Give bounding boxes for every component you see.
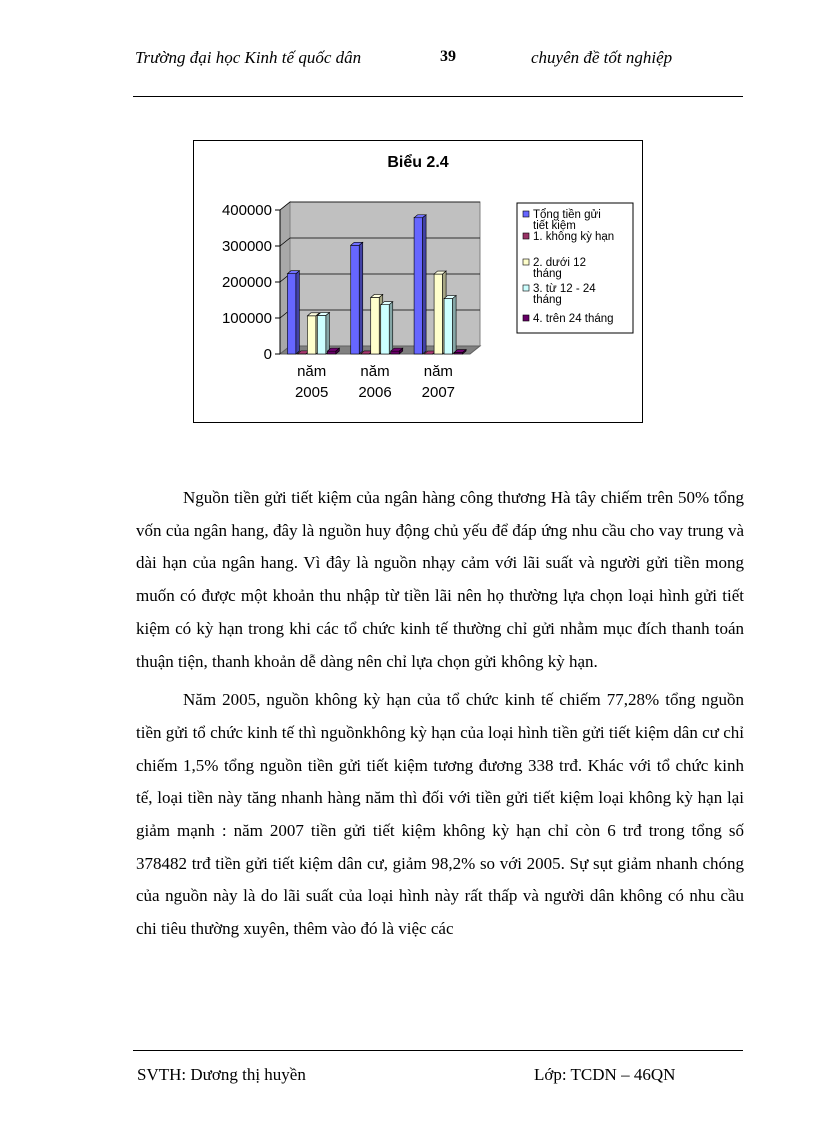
- y-tick-label: 100000: [221, 310, 272, 327]
- bar-front: [351, 245, 360, 354]
- legend-swatch: [523, 315, 529, 321]
- student-name: SVTH: Dương thị huyền: [137, 1065, 306, 1084]
- bar-front: [381, 305, 390, 354]
- header-divider: [133, 96, 743, 97]
- bar-front: [444, 299, 453, 354]
- chart-title: Biểu 2.4: [387, 154, 449, 171]
- x-tick-label: năm: [423, 363, 453, 380]
- x-tick-label: 2006: [358, 384, 392, 401]
- legend-swatch: [523, 211, 529, 217]
- legend-label: Tổng tiền gửi tiết kiệm: [533, 209, 601, 232]
- bar-side: [423, 215, 427, 354]
- y-tick-label: 300000: [221, 238, 272, 255]
- bar-chart: [194, 141, 642, 422]
- chart-frame: [193, 140, 643, 423]
- class-name: Lớp: TCDN – 46QN: [534, 1065, 676, 1084]
- legend-swatch: [523, 233, 529, 239]
- bar-side: [359, 242, 363, 354]
- legend-swatch: [523, 285, 529, 291]
- bar-front: [307, 316, 316, 354]
- x-tick-label: 2005: [294, 384, 329, 401]
- legend-label: 1. không kỳ hạn: [533, 231, 615, 243]
- x-tick-label: năm: [360, 363, 390, 380]
- y-tick-label: 0: [263, 346, 272, 363]
- x-tick-label: năm: [297, 363, 327, 380]
- bar-front: [287, 274, 296, 354]
- y-tick-label: 200000: [221, 274, 272, 291]
- legend-swatch: [523, 259, 529, 265]
- footer-divider: [133, 1050, 743, 1051]
- bar-side: [296, 271, 300, 354]
- legend-label: 4. trên 24 tháng: [533, 313, 614, 325]
- bar-front: [317, 315, 326, 354]
- bar-front: [327, 351, 336, 354]
- body-text: [136, 482, 744, 946]
- document-topic: chuyên đề tốt nghiệp: [531, 48, 673, 67]
- page-header: [135, 48, 743, 74]
- bar-front: [371, 297, 380, 354]
- paragraph-2: Năm 2005, nguồn không kỳ hạn của tổ chức kinh tế chiếm 77,28% tổng nguồn tiền gửi tổ chức kinh tế thì nguồnkhông kỳ hạn của loại hình tiền gửi tiết kiệm dân cư chỉ chiếm 1,5% tổng nguồn tiền gửi tiết kiệm tương đương 338 trđ. Khác với tổ chức kinh tế, loại tiền này tăng nhanh hàng năm thì đối với tiền gửi tiết kiệm loại không kỳ hạn lại giảm mạnh : năm 2007 tiền gửi tiết kiệm không kỳ hạn chỉ còn 6 trđ trong tổng số 378482 trđ tiền gửi tiết kiệm dân cư, giảm 98,2% so với 2005. Sự sụt giảm nhanh chóng của nguồn này là do lãi suất của loại hình này rất thấp và người dân không có nhu cầu chi tiêu thường xuyên, thêm vào đó là việc các: [136, 690, 744, 939]
- bar-side: [326, 312, 330, 354]
- page-number: 39: [440, 48, 456, 65]
- y-tick-label: 400000: [221, 202, 272, 219]
- school-name: Trường đại học Kinh tế quốc dân: [135, 48, 362, 67]
- bar-front: [391, 351, 400, 354]
- bar-side: [453, 296, 457, 354]
- paragraph-1: Nguồn tiền gửi tiết kiệm của ngân hàng công thương Hà tây chiếm trên 50% tổng vốn của ngân hang, đây là nguồn huy động chủ yếu để đáp ứng nhu cầu cho vay trung và dài hạn của ngân hang. Vì đây là nguồn nhạy cảm với lãi suất và người gửi tiền mong muốn có được một khoản thu nhập từ tiền lãi nên họ thường lựa chọn loại hình gửi tiết kiệm có kỳ hạn trong khi các tổ chức kinh tế thường chỉ gửi nhằm mục đích thanh toán thuận tiện, thanh khoản dễ dàng nên chỉ lựa chọn gửi không kỳ hạn.: [136, 488, 744, 671]
- legend-label: 3. từ 12 - 24 tháng: [533, 283, 596, 306]
- bar-side: [389, 302, 393, 354]
- legend-label: 2. dưới 12 tháng: [533, 257, 586, 280]
- bar-front: [434, 274, 443, 354]
- bar-front: [414, 218, 423, 354]
- x-tick-label: 2007: [421, 384, 456, 401]
